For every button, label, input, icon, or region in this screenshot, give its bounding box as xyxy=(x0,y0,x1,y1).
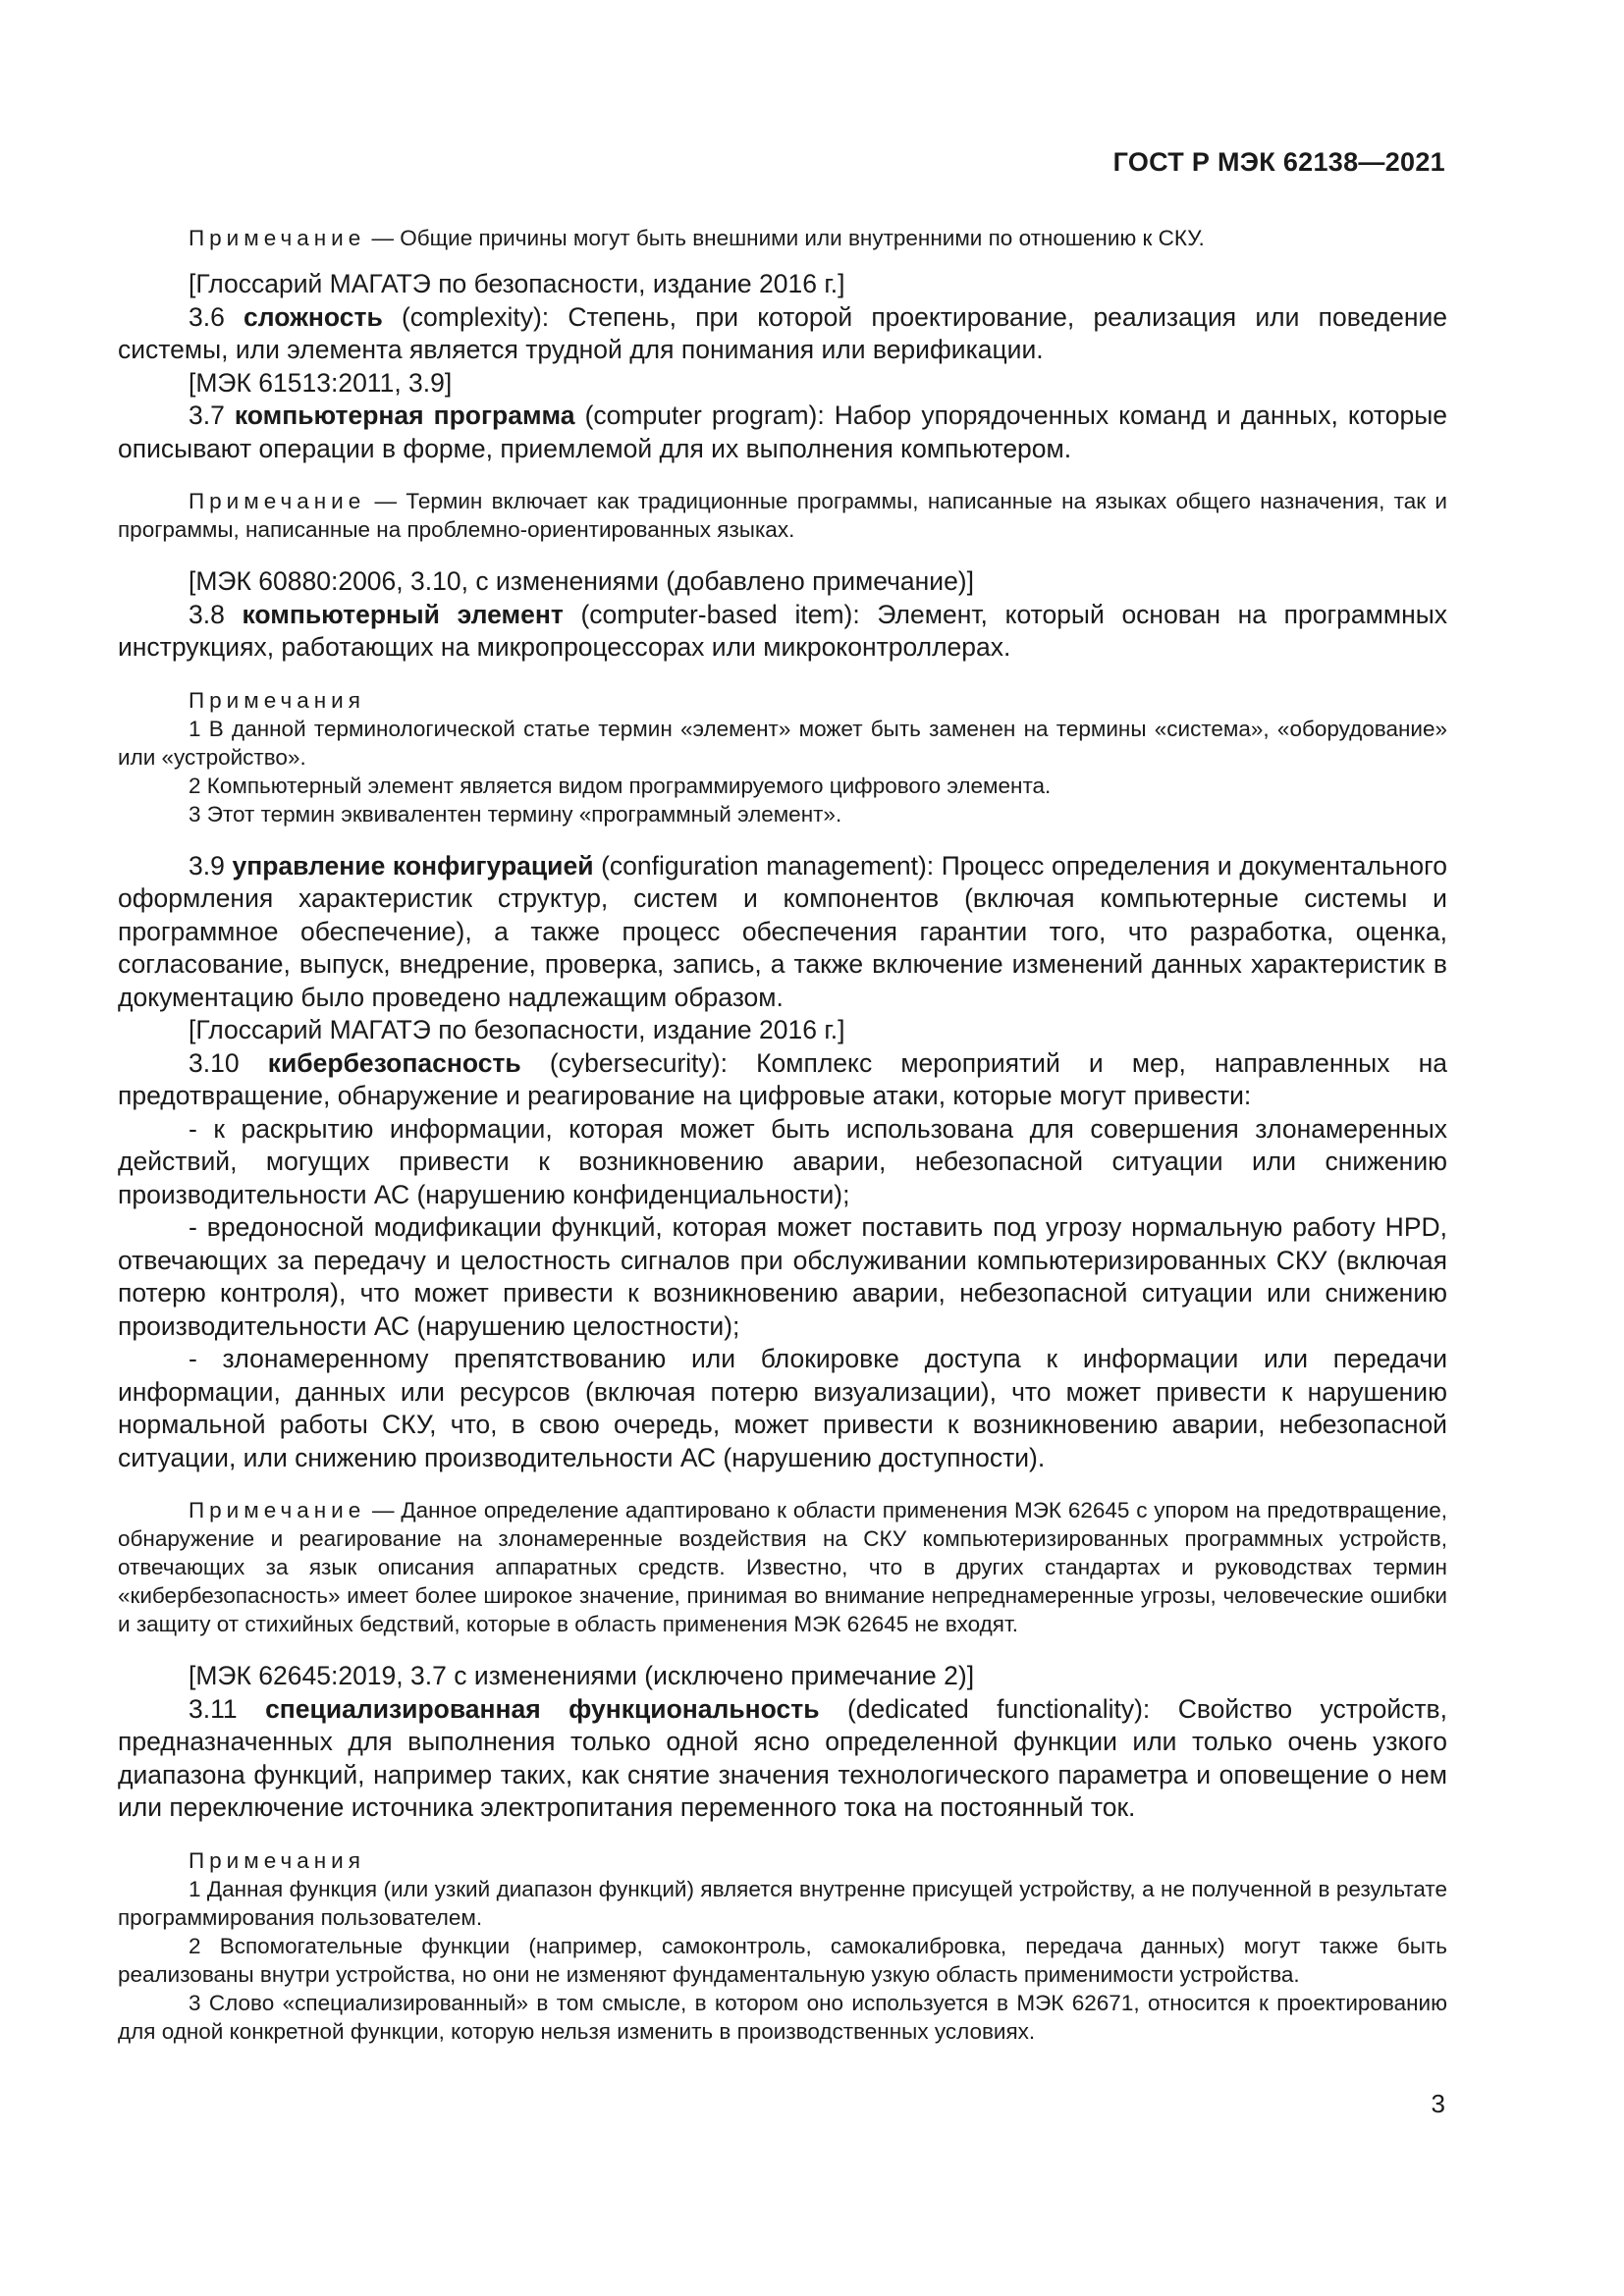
term-definition: (computer program): Набор упорядоченных команд и данных, которые описывают операции в форме, приемлемой для их выполнения компьютером. xyxy=(118,400,1448,463)
term-number: 3.9 xyxy=(189,850,233,881)
term-3-10 xyxy=(118,1047,1447,1113)
term-number: 3.11 xyxy=(189,1693,266,1724)
term-definition: (computer-based item): Элемент, который основан на программных инструкциях, работающих на микропроцессорах или микроконтроллерах. xyxy=(118,599,1447,662)
note-item: 1 Данная функция (или узкий диапазон функций) является внутренне присущей устройству, а не полученной в результате программирования пользователем. xyxy=(118,1876,1447,1930)
term-definition: (complexity): Степень, при которой проектирование, реализация или поведение системы, или элемента является трудной для понимания или верификации. xyxy=(118,301,1448,364)
term-name: компьютерный элемент xyxy=(242,599,564,629)
note-text: — Данное определение адаптировано к области применения МЭК 62645 с упором на предотвращение, обнаружение и реагирование на злонамеренные воздействия на СКУ компьютеризированных программных устройств, отвечающих за язык описания аппаратных средств. Известно, что в других стандартах и руководствах термин «кибербезопасность» имеет более широкое значение, принимая во внимание непреднамеренные угрозы, человеческие ошибки и защиту от стихийных бедствий, которые в область применения МЭК 62645 не входят. xyxy=(118,1498,1447,1636)
list-item: - к раскрытию информации, которая может быть использована для совершения злонамеренных действий, могущих привести к возникновению аварии, небезопасной ситуации или снижению производительности АС (нарушению конфиденциальности); xyxy=(118,1113,1447,1209)
source-reference: [МЭК 60880:2006, 3.10, с изменениями (добавлено примечание)] xyxy=(189,566,974,596)
term-3-11 xyxy=(118,1693,1447,1825)
note-item: 2 Вспомогательные функции (например, самоконтроль, самокалибровка, передача данных) могут также быть реализованы внутри устройства, но они не изменяют фундаментальную узкую область применимости устройства. xyxy=(118,1933,1447,1987)
term-3-8 xyxy=(118,599,1447,665)
list-item: - вредоносной модификации функций, которая может поставить под угрозу нормальную работу HPD, отвечающих за передачу и целостность сигналов при обслуживании компьютеризированных СКУ (включая потерю контроля), что может привести к возникновению аварии, небезопасной ситуации или снижению производительности АС (нарушению целостности); xyxy=(118,1212,1447,1341)
term-3-7 xyxy=(118,400,1447,465)
term-name: компьютерная программа xyxy=(234,400,575,430)
note-label: Примечание xyxy=(189,226,366,250)
term-number: 3.10 xyxy=(189,1047,268,1078)
note-computer-program xyxy=(118,487,1447,544)
source-reference: [МЭК 61513:2011, 3.9] xyxy=(189,367,453,398)
note-item: 3 Этот термин эквивалентен термину «программный элемент». xyxy=(189,801,842,827)
note-text: — Термин включает как традиционные программы, написанные на языках общего назначения, так и программы, написанные на проблемно-ориентированных языках. xyxy=(118,489,1447,542)
note-common-causes xyxy=(118,224,1447,252)
term-number: 3.8 xyxy=(189,599,243,629)
list-item: - злонамеренному препятствованию или блокировке доступа к информации или передачи информации, данных или ресурсов (включая потерю визуализации), что может привести к нарушению нормальной работы СКУ, что, в свою очередь, может привести к возникновению аварии, небезопасной ситуации, или снижению производительности АС (нарушению доступности). xyxy=(118,1344,1447,1472)
note-label: Примечание xyxy=(189,1498,366,1522)
page-content xyxy=(118,224,1447,2046)
notes-label: Примечания xyxy=(189,1847,365,1873)
note-label: Примечание xyxy=(189,489,366,513)
term-definition: (cybersecurity): Комплекс мероприятий и мер, направленных на предотвращение, обнаружение и реагирование на цифровые атаки, которые могут привести: xyxy=(118,1047,1447,1110)
term-3-6 xyxy=(118,301,1447,367)
term-definition: (dedicated functionality): Свойство устройств, предназначенных для выполнения только одной ясно определенной функции или только очень узкого диапазона функций, например таких, как снятие значения технологического параметра и оповещение о нем или переключение источника электропитания переменного тока на постоянный ток. xyxy=(118,1693,1447,1822)
note-item: 3 Слово «специализированный» в том смысле, в котором оно используется в МЭК 62671, относится к проектированию для одной конкретной функции, которую нельзя изменить в производственных условиях. xyxy=(118,1990,1447,2044)
note-item: 2 Компьютерный элемент является видом программируемого цифрового элемента. xyxy=(189,773,1052,798)
source-reference: [Глоссарий МАГАТЭ по безопасности, издание 2016 г.] xyxy=(189,1015,845,1044)
page-number: 3 xyxy=(1431,2089,1445,2118)
source-reference: [Глоссарий МАГАТЭ по безопасности, издание 2016 г.] xyxy=(189,269,845,298)
notes-label: Примечания xyxy=(189,687,365,713)
source-reference: [МЭК 62645:2019, 3.7 с изменениями (исключено примечание 2)] xyxy=(189,1661,975,1690)
term-definition: (configuration management): Процесс определения и документального оформления характеристик структур, систем и компонентов (включая компьютерные системы и программное обеспечение), а также процесс обеспечения гарантии того, что разработка, оценка, согласование, выпуск, внедрение, проверка, запись, а также включение изменений данных характеристик в документацию было проведено надлежащим образом. xyxy=(118,850,1447,1012)
term-number: 3.7 xyxy=(189,400,235,430)
term-number: 3.6 xyxy=(189,301,244,332)
note-text: — Общие причины могут быть внешними или внутренними по отношению к СКУ. xyxy=(365,226,1205,250)
note-item: 1 В данной терминологической статье термин «элемент» может быть заменен на термины «система», «оборудование» или «устройство». xyxy=(118,716,1447,770)
note-cybersecurity xyxy=(118,1496,1447,1638)
term-name: кибербезопасность xyxy=(267,1047,521,1078)
standard-designation: ГОСТ Р МЭК 62138—2021 xyxy=(1112,147,1445,177)
term-name: специализированная функциональность xyxy=(265,1693,820,1724)
term-name: сложность xyxy=(244,301,383,332)
term-name: управление конфигурацией xyxy=(232,850,594,881)
term-3-9 xyxy=(118,850,1447,1015)
